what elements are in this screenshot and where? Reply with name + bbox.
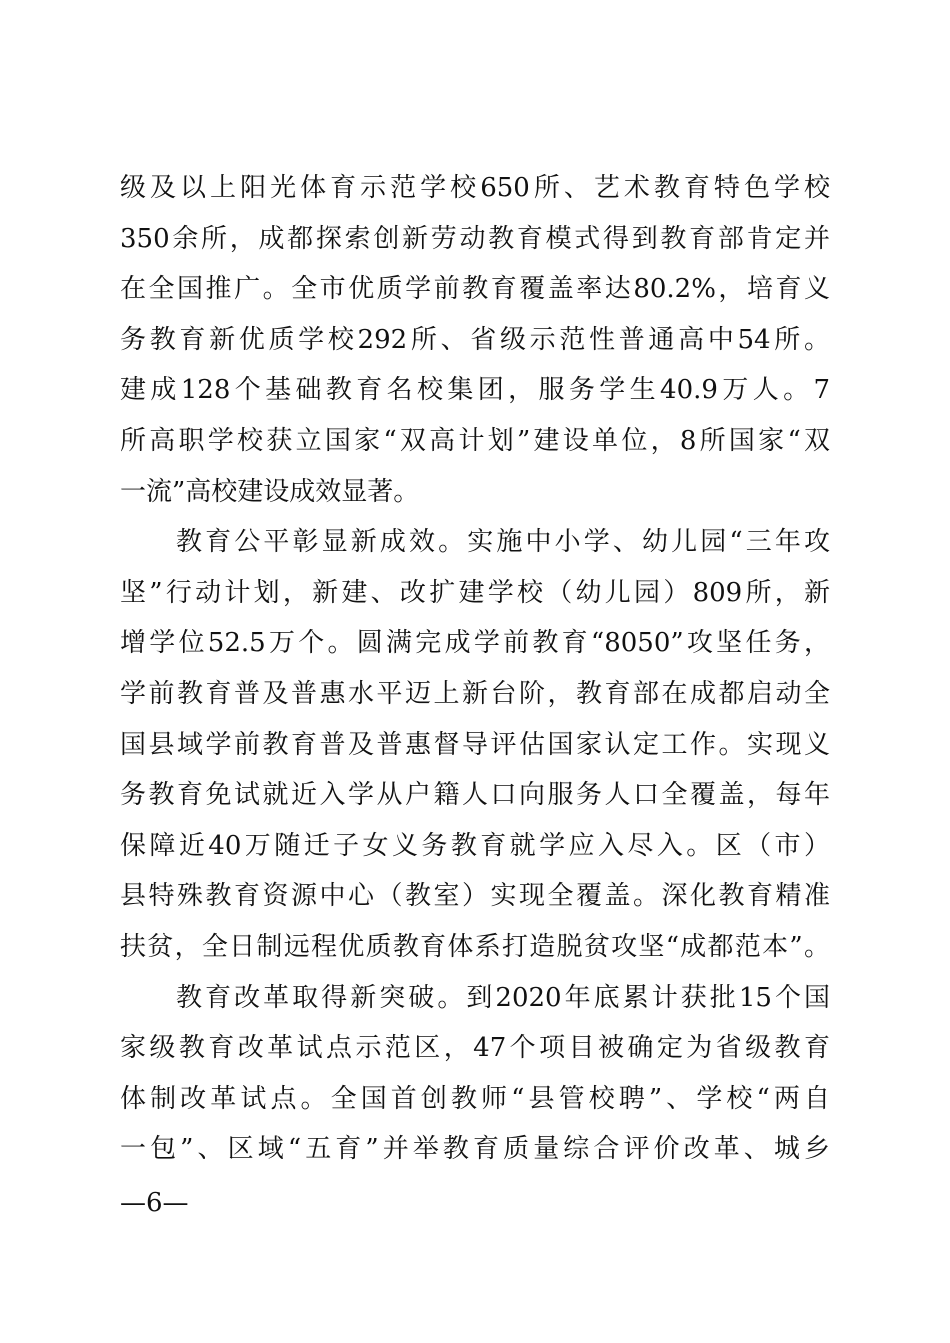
- page-number: —6—: [120, 1188, 189, 1218]
- text-line: 在全国推广。全市优质学前教育覆盖率达80.2%，培育义: [120, 274, 830, 305]
- paragraph: [120, 517, 830, 972]
- text-line: 体制改革试点。全国首创教师“县管校聘”、学校“两自: [120, 1083, 830, 1114]
- text-line: 坚”行动计划，新建、改扩建学校（幼儿园）809所，新: [120, 577, 830, 608]
- text-line: 所高职学校获立国家“双高计划”建设单位，8所国家“双: [120, 425, 830, 456]
- text-line: 级及以上阳光体育示范学校650所、艺术教育特色学校: [120, 173, 830, 203]
- text-line: 务教育免试就近入学从户籍人口向服务人口全覆盖，每年: [120, 780, 830, 811]
- paragraph: [120, 973, 830, 1175]
- text-line: 扶贫，全日制远程优质教育体系打造脱贫攻坚“成都范本”。: [120, 931, 830, 962]
- text-line: 教育改革取得新突破。到2020年底累计获批15个国: [176, 982, 830, 1013]
- text-line: 一包”、区域“五育”并举教育质量综合评价改革、城乡: [120, 1134, 830, 1165]
- text-line: 保障近40万随迁子女义务教育就学应入尽入。区（市）: [120, 830, 830, 861]
- text-line: 建成128个基础教育名校集团，服务学生40.9万人。7: [120, 375, 830, 406]
- text-line: 教育公平彰显新成效。实施中小学、幼儿园“三年攻: [176, 527, 830, 558]
- text-line: 增学位52.5万个。圆满完成学前教育“8050”攻坚任务，: [120, 628, 830, 659]
- document-body: [120, 163, 830, 1175]
- text-line: 家级教育改革试点示范区，47个项目被确定为省级教育: [120, 1033, 830, 1064]
- text-line: 县特殊教育资源中心（教室）实现全覆盖。深化教育精准: [120, 881, 830, 912]
- paragraph: [120, 163, 830, 517]
- text-line: 350余所，成都探索创新劳动教育模式得到教育部肯定并: [120, 223, 830, 254]
- text-line: 务教育新优质学校292所、省级示范性普通高中54所。: [120, 324, 830, 355]
- text-line: 一流”高校建设成效显著。: [120, 476, 420, 507]
- text-line: 学前教育普及普惠水平迈上新台阶，教育部在成都启动全: [120, 678, 830, 709]
- text-line: 国县域学前教育普及普惠督导评估国家认定工作。实现义: [120, 729, 830, 760]
